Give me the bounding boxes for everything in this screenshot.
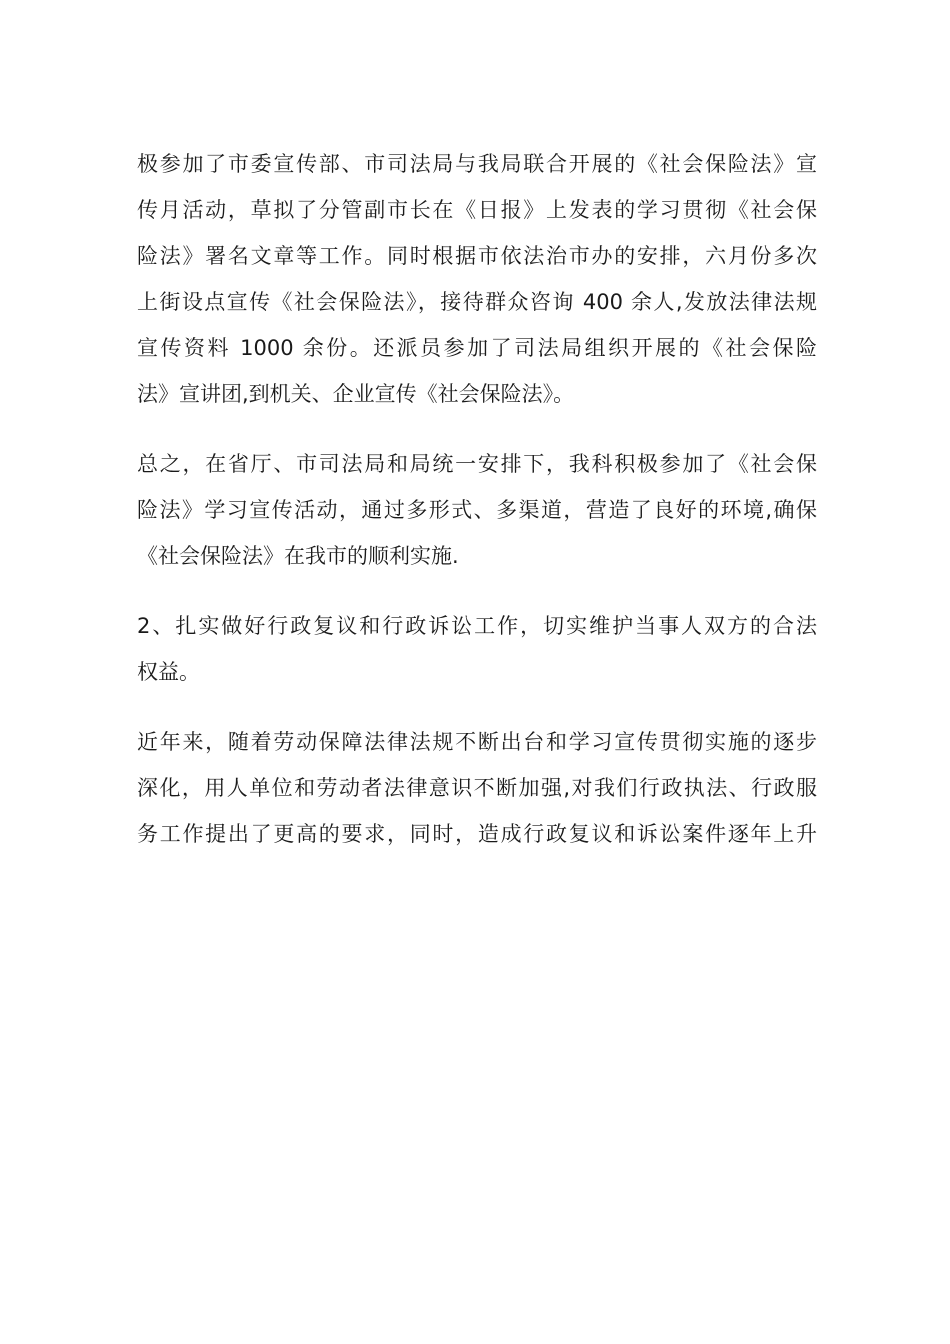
paragraph-gap	[137, 579, 817, 603]
text-line: 深化，用人单位和劳动者法律意识不断加强,对我们行政执法、行政服	[137, 776, 817, 800]
text-line: 2、扎实做好行政复议和行政诉讼工作，切实维护当事人双方的合法	[137, 614, 817, 638]
text-line: 极参加了市委宣传部、市司法局与我局联合开展的《社会保险法》宣	[137, 152, 817, 176]
document-body	[137, 141, 817, 857]
paragraph-gap	[137, 417, 817, 441]
text-line: 务工作提出了更高的要求，同时，造成行政复议和诉讼案件逐年上升	[137, 822, 817, 846]
text-line: 险法》署名文章等工作。同时根据市依法治市办的安排，六月份多次	[137, 244, 817, 268]
paragraph	[137, 603, 817, 695]
text-line: 总之，在省厅、市司法局和局统一安排下，我科积极参加了《社会保	[137, 452, 817, 476]
text-line: 《社会保险法》在我市的顺利实施.	[137, 544, 459, 568]
paragraph	[137, 141, 817, 417]
text-line: 近年来，随着劳动保障法律法规不断出台和学习宣传贯彻实施的逐步	[137, 730, 817, 754]
text-line: 宣传资料 1000 余份。还派员参加了司法局组织开展的《社会保险	[137, 336, 817, 360]
paragraph	[137, 441, 817, 579]
text-line: 险法》学习宣传活动，通过多形式、多渠道，营造了良好的环境,确保	[137, 498, 817, 522]
text-line: 传月活动，草拟了分管副市长在《日报》上发表的学习贯彻《社会保	[137, 198, 817, 222]
paragraph-gap	[137, 695, 817, 719]
paragraph	[137, 719, 817, 857]
text-line: 权益。	[137, 660, 200, 684]
text-line: 法》宣讲团,到机关、企业宣传《社会保险法》。	[137, 382, 575, 406]
text-line: 上街设点宣传《社会保险法》，接待群众咨询 400 余人,发放法律法规	[137, 290, 817, 314]
